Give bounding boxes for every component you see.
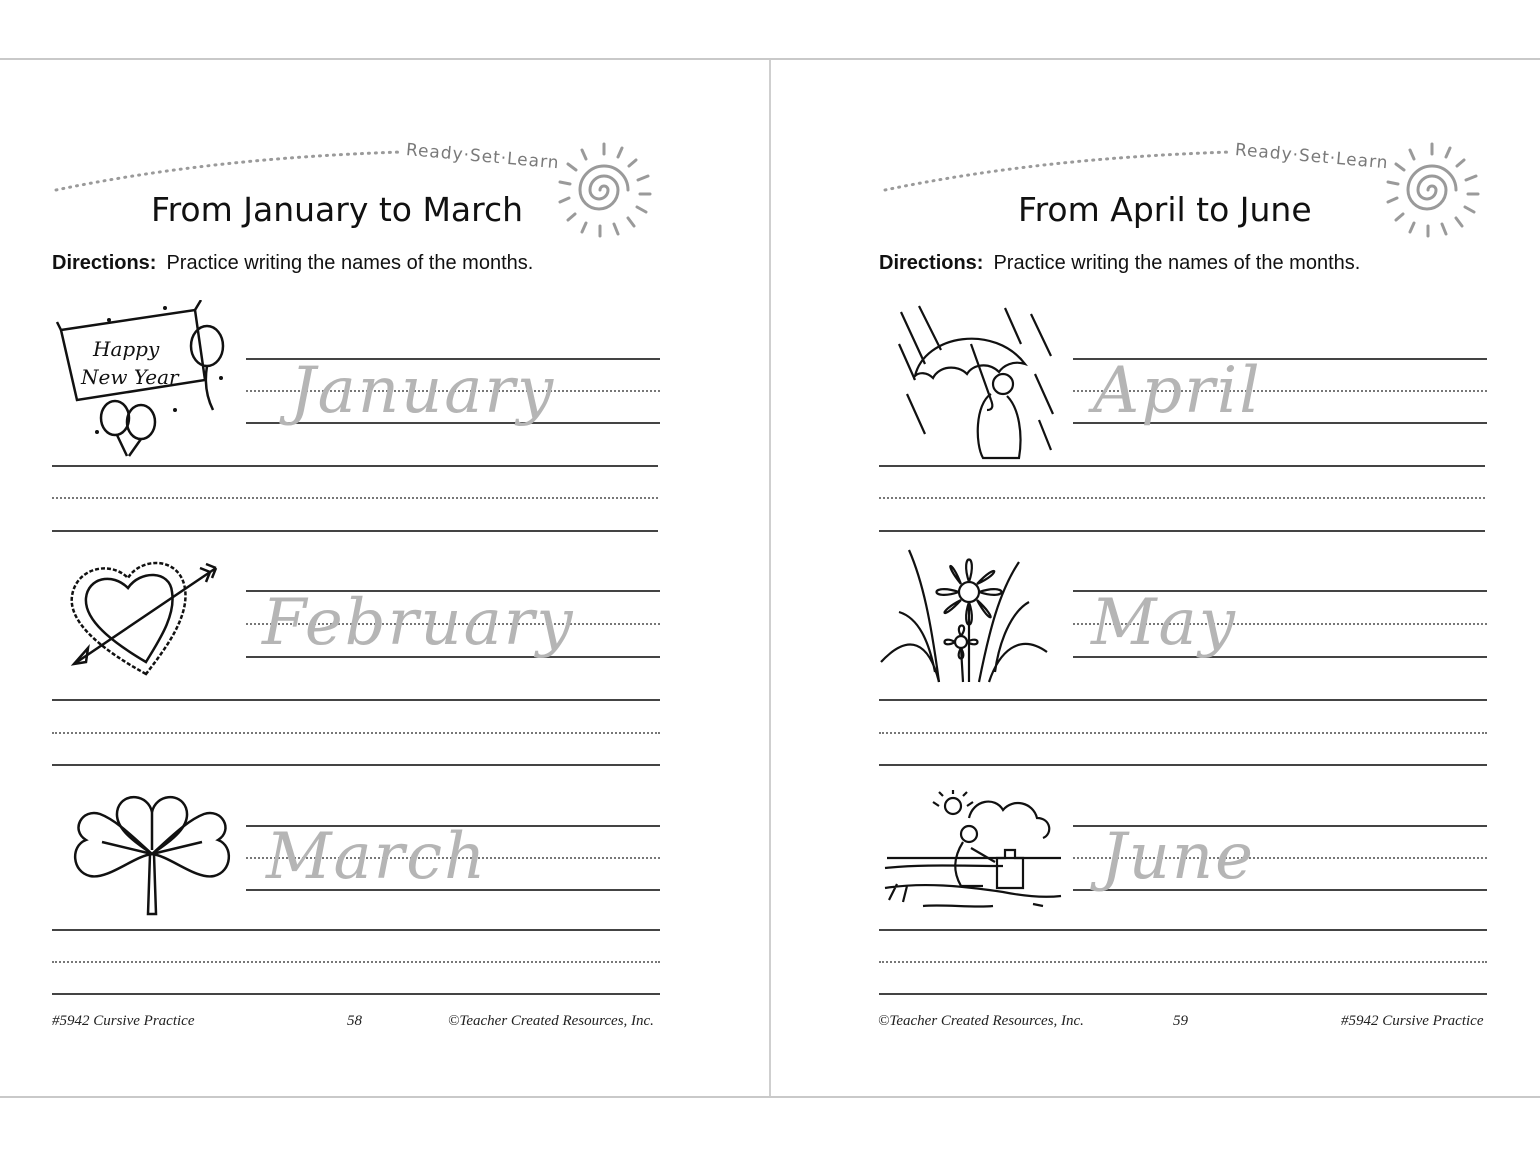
practice-base-line[interactable]	[52, 530, 658, 532]
tracing-word: March	[266, 820, 488, 894]
practice-mid-line[interactable]	[52, 497, 658, 499]
directions-label: Directions:	[879, 252, 984, 274]
page-right	[771, 60, 1540, 1096]
practice-mid-line[interactable]	[52, 961, 660, 963]
footer-right: ©Teacher Created Resources, Inc.	[448, 1013, 654, 1029]
practice-top-line[interactable]	[879, 465, 1485, 467]
practice-base-line[interactable]	[879, 530, 1485, 532]
dotted-swoosh-decoration	[879, 138, 1239, 198]
tracing-word: April	[1093, 354, 1262, 428]
tracing-word: January	[290, 354, 556, 428]
practice-mid-line[interactable]	[879, 961, 1487, 963]
sun-icon	[552, 138, 656, 242]
dotted-swoosh-decoration	[50, 138, 410, 198]
page-number: 59	[1173, 1013, 1188, 1029]
banner-text-line1: Happy	[93, 337, 160, 361]
directions-text: Practice writing the names of the months.	[166, 252, 534, 274]
directions	[52, 252, 533, 275]
workbook-spread	[0, 58, 1540, 1098]
tracing-word: February	[262, 586, 575, 660]
page-title: From April to June	[1018, 190, 1312, 229]
directions-text: Practice writing the names of the months.	[993, 252, 1361, 274]
heart-with-arrow-icon	[66, 552, 231, 682]
shamrock-icon	[72, 790, 232, 918]
practice-top-line[interactable]	[879, 699, 1487, 701]
footer-left: #5942 Cursive Practice	[52, 1013, 195, 1029]
directions-label: Directions:	[52, 252, 157, 274]
child-building-sandcastle-icon	[883, 788, 1063, 916]
brand-label: Ready·Set·Learn	[405, 140, 561, 174]
page-title: From January to March	[151, 190, 524, 229]
practice-top-line[interactable]	[52, 465, 658, 467]
page-left	[0, 60, 770, 1096]
tracing-word: May	[1091, 586, 1237, 660]
practice-mid-line[interactable]	[52, 732, 660, 734]
banner-text-line2: New Year	[81, 365, 179, 389]
sun-icon	[1380, 138, 1484, 242]
practice-base-line[interactable]	[52, 764, 660, 766]
practice-mid-line[interactable]	[879, 497, 1485, 499]
flowers-icon	[879, 542, 1049, 688]
practice-top-line[interactable]	[52, 699, 660, 701]
practice-base-line[interactable]	[52, 993, 660, 995]
directions	[879, 252, 1360, 275]
happy-new-year-banner-icon	[55, 300, 230, 460]
footer-right: #5942 Cursive Practice	[1341, 1013, 1484, 1029]
brand-label: Ready·Set·Learn	[1234, 140, 1390, 174]
tracing-word: June	[1101, 820, 1255, 894]
practice-top-line[interactable]	[879, 929, 1487, 931]
page-number: 58	[347, 1013, 362, 1029]
practice-base-line[interactable]	[879, 764, 1487, 766]
practice-base-line[interactable]	[879, 993, 1487, 995]
practice-top-line[interactable]	[52, 929, 660, 931]
child-with-umbrella-in-rain-icon	[895, 304, 1055, 460]
footer-left: ©Teacher Created Resources, Inc.	[878, 1013, 1084, 1029]
practice-mid-line[interactable]	[879, 732, 1487, 734]
